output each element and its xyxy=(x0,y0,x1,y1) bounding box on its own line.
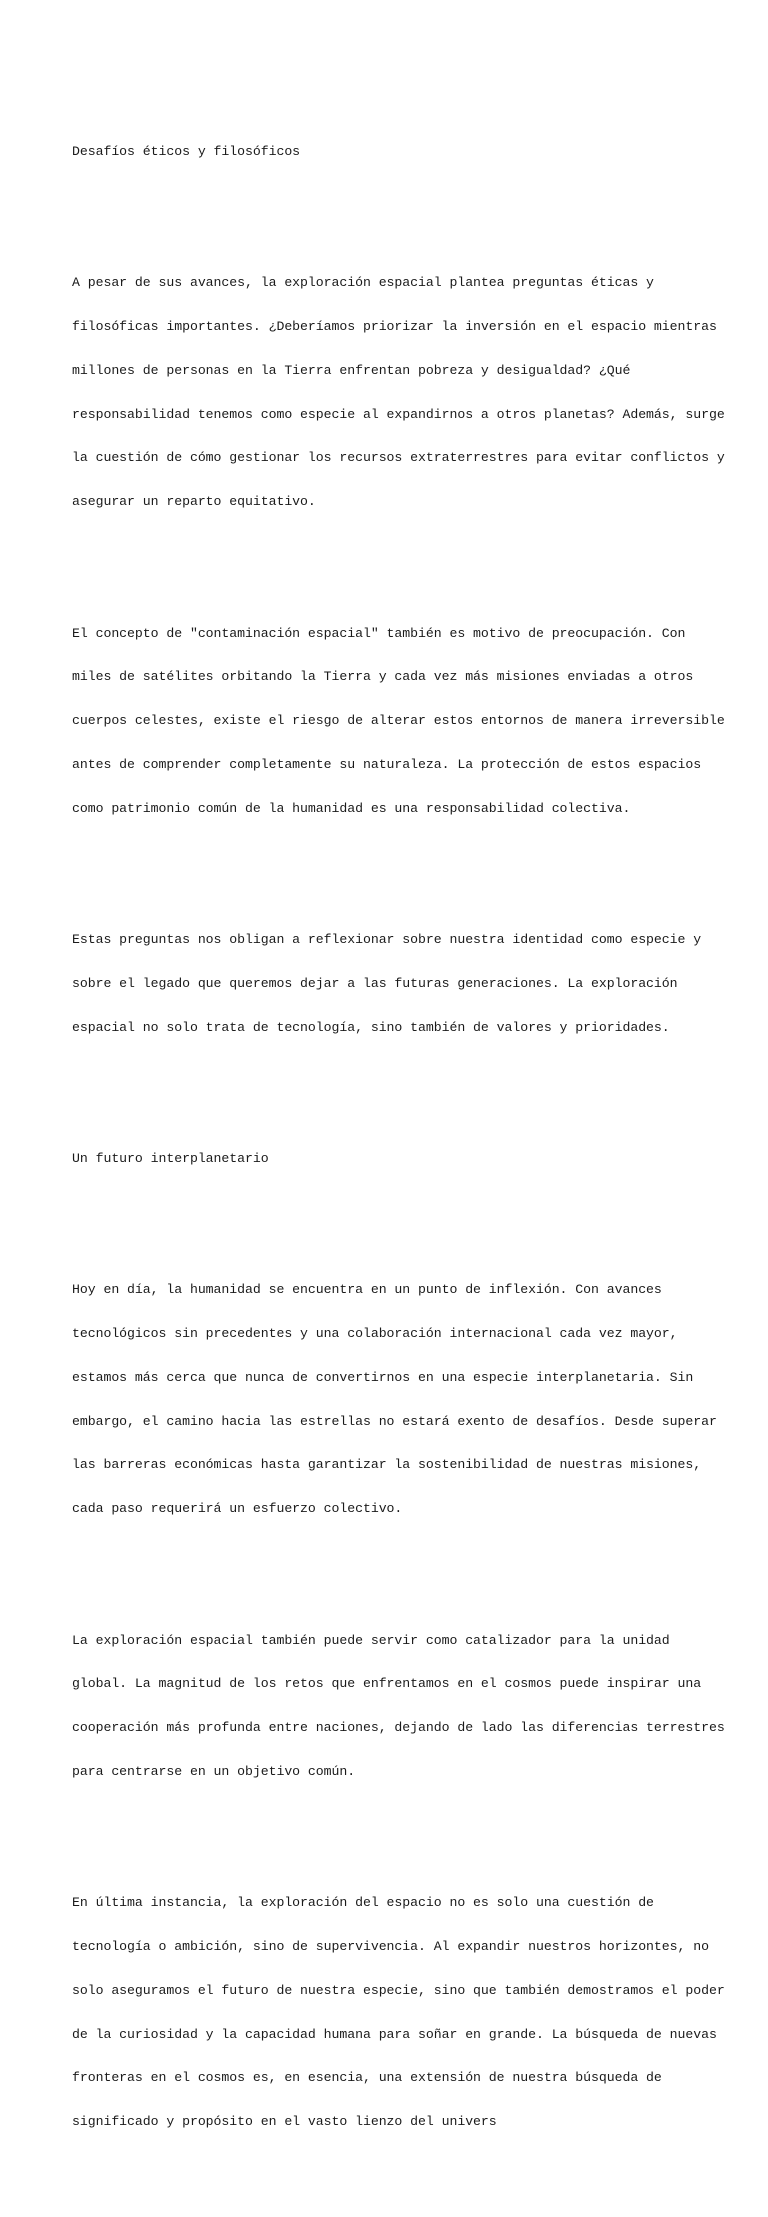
text-line: antes de comprender completamente su naturaleza. La protección de estos espacios xyxy=(72,756,702,772)
text-line: de la curiosidad y la capacidad humana para soñar en grande. La búsqueda de nuevas xyxy=(72,2026,717,2042)
text-line: filosóficas importantes. ¿Deberíamos priorizar la inversión en el espacio mientras xyxy=(72,319,717,335)
section-heading-ethics xyxy=(72,116,702,189)
text-line: global. La magnitud de los retos que enfrentamos en el cosmos puede inspirar una xyxy=(72,1676,702,1692)
paragraph-global-unity xyxy=(72,1604,725,1808)
paragraph-space-contamination xyxy=(72,597,725,845)
text-line: cuerpos celestes, existe el riesgo de alterar estos entornos de manera irreversible xyxy=(72,713,725,729)
text-line: cooperación más profunda entre naciones, dejando de lado las diferencias terrestres xyxy=(72,1720,725,1736)
text-line: como patrimonio común de la humanidad es una responsabilidad colectiva. xyxy=(72,800,631,816)
section-heading-future xyxy=(72,1123,702,1196)
text-line: miles de satélites orbitando la Tierra y cada vez más misiones enviadas a otros xyxy=(72,669,694,685)
text-line: sobre el legado que queremos dejar a las futuras generaciones. La exploración xyxy=(72,975,678,991)
text-line: La exploración espacial también puede servir como catalizador para la unidad xyxy=(72,1632,670,1648)
text-line: solo aseguramos el futuro de nuestra especie, sino que también demostramos el poder xyxy=(72,1982,725,1998)
text-line: embargo, el camino hacia las estrellas no estará exento de desafíos. Desde superar xyxy=(72,1413,717,1429)
paragraph-ethics-questions xyxy=(72,247,725,539)
text-line: espacial no solo trata de tecnología, sino también de valores y prioridades. xyxy=(72,1019,670,1035)
text-line: tecnología o ambición, sino de supervivencia. Al expandir nuestros horizontes, no xyxy=(72,1939,709,1954)
text-line: El concepto de "contaminación espacial" también es motivo de preocupación. Con xyxy=(72,625,686,641)
text-line: las barreras económicas hasta garantizar la sostenibilidad de nuestras misiones, xyxy=(72,1457,702,1473)
paragraph-inflection-point xyxy=(72,1254,717,1546)
text-line: A pesar de sus avances, la exploración espacial plantea preguntas éticas y xyxy=(72,275,654,291)
text-line: responsabilidad tenemos como especie al expandirnos a otros planetas? Además, surge xyxy=(72,406,725,422)
text-line: para centrarse en un objetivo común. xyxy=(72,1763,356,1779)
text-line: tecnológicos sin precedentes y una colaboración internacional cada vez mayor, xyxy=(72,1326,678,1342)
text-line: Hoy en día, la humanidad se encuentra en un punto de inflexión. Con avances xyxy=(72,1282,662,1298)
text-line: Estas preguntas nos obligan a reflexionar sobre nuestra identidad como especie y xyxy=(72,932,702,948)
text-line: la cuestión de cómo gestionar los recursos extraterrestres para evitar conflictos y xyxy=(72,450,725,466)
text-line: fronteras en el cosmos es, en esencia, una extensión de nuestra búsqueda de xyxy=(72,2070,662,2086)
paragraph-identity-legacy xyxy=(72,904,702,1065)
text-line: En última instancia, la exploración del espacio no es solo una cuestión de xyxy=(72,1895,654,1911)
text-line: significado y propósito en el vasto lienzo del univers xyxy=(72,2114,497,2130)
text-line: estamos más cerca que nunca de convertirnos en una especie interplanetaria. Sin xyxy=(72,1369,694,1385)
paragraph-conclusion xyxy=(72,1867,725,2159)
text-line: cada paso requerirá un esfuerzo colectivo. xyxy=(72,1501,403,1517)
heading-line: Desafíos éticos y filosóficos xyxy=(72,143,301,159)
text-line: asegurar un reparto equitativo. xyxy=(72,494,316,510)
document-body xyxy=(72,72,725,2217)
text-line: millones de personas en la Tierra enfrentan pobreza y desigualdad? ¿Qué xyxy=(72,362,631,378)
heading-line: Un futuro interplanetario xyxy=(72,1150,269,1166)
